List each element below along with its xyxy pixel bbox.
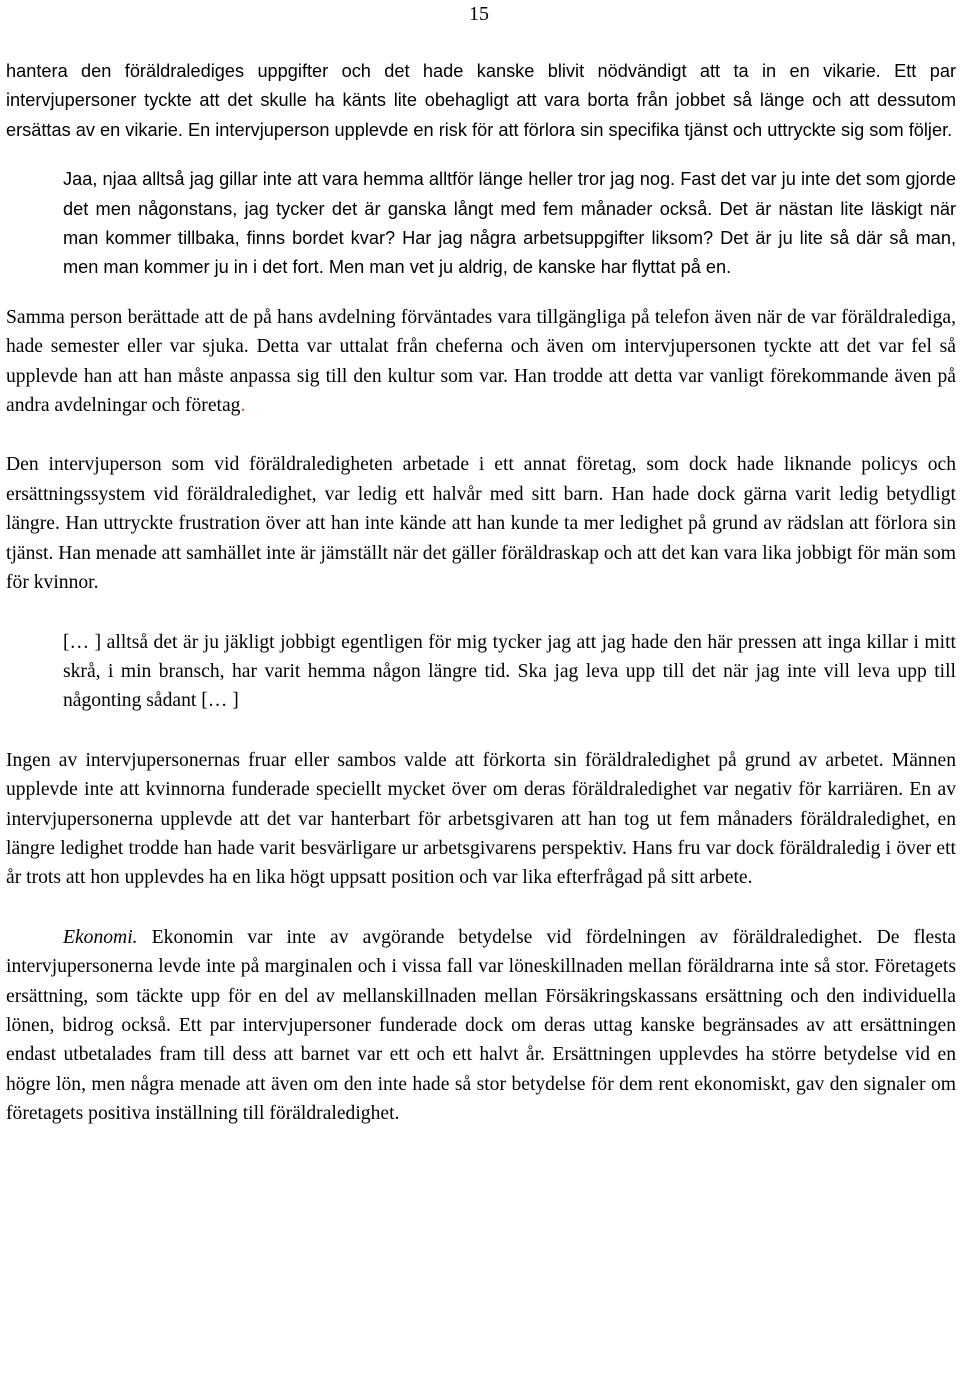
document-body bbox=[6, 57, 956, 1129]
economy-heading: Ekonomi. bbox=[63, 926, 138, 948]
interview-quote-1: Jaa, njaa alltså jag gillar inte att vara hemma alltför länge heller tror jag nog. Fast det var ju inte det som gjorde det men någonstans, jag tycker det är ganska långt med fem månader också. Det är nästan lite läskigt när man kommer tillbaka, finns bordet kvar? Har jag några arbetsuppgifter liksom? Det är ju lite så där så man, men man kommer ju in i det fort. Men man vet ju aldrig, de kanske har flyttat på en. bbox=[63, 169, 956, 278]
paragraph-availability-period: . bbox=[240, 395, 246, 417]
economy-text: Ekonomin var inte av avgörande betydelse vid fördelningen av föräldraledighet. De flesta intervjupersonerna levde inte på marginalen och i vissa fall var löneskillnaden mellan föräldrarna inte så stor. Företagets ersättning, som täckte upp för en del av mellanskillnaden mellan Försäkringskassans ersättning och den individuella lönen, bidrog också. Ett par intervjupersoner funderade dock om deras uttag kanske begränsades av att ersättningen endast utbetalades fram till dess att barnet var ett och ett halvt år. Ersättningen upplevdes ha större betydelse vid en högre lön, men några menade att även om den inte hade så stor betydelse för dem rent ekonomiskt, gav den signaler om företagets positiva inställning till föräldraledighet. bbox=[6, 926, 956, 1125]
paragraph-availability-text: Samma person berättade att de på hans avdelning förväntades vara tillgängliga på telefon även när de var föräldralediga, hade semester eller var sjuka. Detta var uttalat från cheferna och även om intervjupersonen tyckte att det var fel så upplevde han att han måste anpassa sig till den kultur som var. Han trodde att detta var vanligt förekommande även på andra avdelningar och företag bbox=[6, 306, 956, 417]
interview-quote-2: [… ] alltså det är ju jäkligt jobbigt egentligen för mig tycker jag att jag hade den här pressen att inga killar i mitt skrå, i min bransch, har varit hemma någon längre tid. Ska jag leva upp till det när jag inte vill leva upp till någonting sådant [… ] bbox=[63, 631, 956, 712]
paragraph-intro: hantera den föräldralediges uppgifter och det hade kanske blivit nödvändigt att ta in en vikarie. Ett par intervjupersoner tyckte att det skulle ha känts lite obehagligt att vara borta från jobbet så länge och att dessutom ersättas av en vikarie. En intervjuperson upplevde en risk för att förlora sin specifika tjänst och uttryckte sig som följer. bbox=[6, 61, 956, 140]
paragraph-partners: Ingen av intervjupersonernas fruar eller sambos valde att förkorta sin föräldraledighet på grund av arbetet. Männen upplevde inte att kvinnorna funderade speciellt mycket över om deras föräldraledighet var negativ för karriären. En av intervjupersonerna upplevde att det var hanterbart för arbetsgivaren att han tog ut fem månaders föräldraledighet, en längre ledighet trodde han hade varit besvärligare ur arbetsgivarens perspektiv. Hans fru var dock föräldraledig i över ett år trots att hon upplevdes ha en lika högt uppsatt position och var lika efterfrågad på sitt arbete. bbox=[6, 749, 956, 889]
page-number: 15 bbox=[469, 3, 489, 25]
paragraph-economy bbox=[6, 923, 956, 1129]
paragraph-availability bbox=[6, 303, 956, 421]
paragraph-other-company: Den intervjuperson som vid föräldraledigheten arbetade i ett annat företag, som dock hade liknande policys och ersättningssystem vid föräldraledighet, var ledig ett halvår med sitt barn. Han hade dock gärna varit ledig betydligt längre. Han uttryckte frustration över att han inte kände att han kunde ta mer ledighet på grund av rädslan att förlora sin tjänst. Han menade att samhället inte är jämställt när det gäller föräldraskap och att det kan vara lika jobbigt för män som för kvinnor. bbox=[6, 454, 956, 594]
